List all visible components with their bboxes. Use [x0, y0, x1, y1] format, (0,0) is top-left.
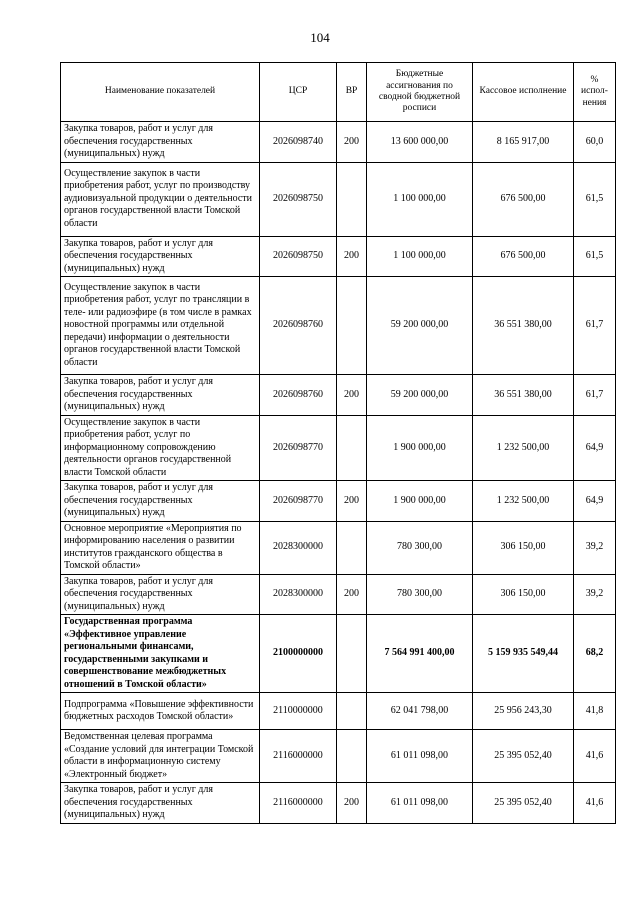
row-cash: 306 150,00: [473, 574, 574, 615]
row-vr: 200: [337, 375, 367, 416]
row-percent: 61,7: [574, 375, 616, 416]
table-row: [61, 277, 616, 375]
table-header-row: [61, 63, 616, 122]
table-row: [61, 481, 616, 522]
row-assigned: 59 200 000,00: [367, 277, 473, 375]
row-csr: 2116000000: [260, 730, 337, 783]
row-percent: 41,6: [574, 730, 616, 783]
row-csr: 2026098770: [260, 415, 337, 481]
header-csr: ЦСР: [260, 63, 337, 122]
row-assigned: 59 200 000,00: [367, 375, 473, 416]
row-csr: 2100000000: [260, 615, 337, 693]
row-cash: 25 395 052,40: [473, 783, 574, 824]
row-cash: 5 159 935 549,44: [473, 615, 574, 693]
table-row: [61, 521, 616, 574]
row-name: Закупка товаров, работ и услуг для обеспечения государственных (муниципальных) нужд: [61, 783, 260, 824]
row-cash: 1 232 500,00: [473, 481, 574, 522]
table-row: [61, 415, 616, 481]
table-row: [61, 375, 616, 416]
row-name: Осуществление закупок в части приобретения работ, услуг по информационному сопровождению деятельности органов государственной власти Томской области: [61, 415, 260, 481]
row-cash: 8 165 917,00: [473, 122, 574, 163]
row-assigned: 1 900 000,00: [367, 415, 473, 481]
row-csr: 2026098740: [260, 122, 337, 163]
row-name: Подпрограмма «Повышение эффективности бюджетных расходов Томской области»: [61, 693, 260, 730]
row-percent: 60,0: [574, 122, 616, 163]
row-assigned: 62 041 798,00: [367, 693, 473, 730]
row-csr: 2116000000: [260, 783, 337, 824]
row-vr: [337, 162, 367, 236]
row-assigned: 780 300,00: [367, 574, 473, 615]
row-name: Закупка товаров, работ и услуг для обеспечения государственных (муниципальных) нужд: [61, 236, 260, 277]
row-assigned: 1 900 000,00: [367, 481, 473, 522]
row-vr: 200: [337, 783, 367, 824]
row-name: Осуществление закупок в части приобретения работ, услуг по трансляции в теле- или радиоэфире (в том числе в рамках новостной программы или отдельной передачи) информации о деятельности органов государственной власти Томской области: [61, 277, 260, 375]
row-csr: 2028300000: [260, 521, 337, 574]
row-cash: 676 500,00: [473, 162, 574, 236]
header-percent: % испол-нения: [574, 63, 616, 122]
row-csr: 2026098750: [260, 236, 337, 277]
table-row: [61, 783, 616, 824]
table-row: [61, 162, 616, 236]
row-cash: 1 232 500,00: [473, 415, 574, 481]
budget-table: [60, 62, 616, 824]
row-cash: 36 551 380,00: [473, 375, 574, 416]
row-csr: 2110000000: [260, 693, 337, 730]
row-name: Ведомственная целевая программа «Создание условий для интеграции Томской области в информационную систему «Электронный бюджет»: [61, 730, 260, 783]
row-vr: [337, 521, 367, 574]
header-vr: ВР: [337, 63, 367, 122]
row-assigned: 780 300,00: [367, 521, 473, 574]
row-name: Закупка товаров, работ и услуг для обеспечения государственных (муниципальных) нужд: [61, 122, 260, 163]
row-percent: 64,9: [574, 415, 616, 481]
row-csr: 2026098770: [260, 481, 337, 522]
row-csr: 2028300000: [260, 574, 337, 615]
row-vr: 200: [337, 122, 367, 163]
row-percent: 41,6: [574, 783, 616, 824]
row-assigned: 1 100 000,00: [367, 236, 473, 277]
row-vr: 200: [337, 481, 367, 522]
row-vr: 200: [337, 574, 367, 615]
row-vr: [337, 415, 367, 481]
row-csr: 2026098760: [260, 277, 337, 375]
row-percent: 39,2: [574, 574, 616, 615]
header-name: Наименование показателей: [61, 63, 260, 122]
row-percent: 64,9: [574, 481, 616, 522]
row-percent: 41,8: [574, 693, 616, 730]
row-cash: 36 551 380,00: [473, 277, 574, 375]
row-percent: 61,5: [574, 162, 616, 236]
row-cash: 306 150,00: [473, 521, 574, 574]
table-row: [61, 236, 616, 277]
table-row: [61, 730, 616, 783]
row-assigned: 7 564 991 400,00: [367, 615, 473, 693]
table-row: [61, 122, 616, 163]
table-row: [61, 615, 616, 693]
header-cash: Кассовое исполнение: [473, 63, 574, 122]
row-percent: 39,2: [574, 521, 616, 574]
row-name: Закупка товаров, работ и услуг для обеспечения государственных (муниципальных) нужд: [61, 574, 260, 615]
table-row: [61, 574, 616, 615]
row-assigned: 13 600 000,00: [367, 122, 473, 163]
row-vr: 200: [337, 236, 367, 277]
row-vr: [337, 277, 367, 375]
row-cash: 676 500,00: [473, 236, 574, 277]
row-csr: 2026098750: [260, 162, 337, 236]
row-assigned: 61 011 098,00: [367, 730, 473, 783]
row-name: Основное мероприятие «Мероприятия по информированию населения о развитии институтов гражданского общества в Томской области»: [61, 521, 260, 574]
row-name: Государственная программа «Эффективное управление региональными финансами, государственными закупками и совершенствование межбюджетных отношений в Томской области»: [61, 615, 260, 693]
row-assigned: 61 011 098,00: [367, 783, 473, 824]
header-assigned: Бюджетные ассигнования по сводной бюджетной росписи: [367, 63, 473, 122]
row-percent: 68,2: [574, 615, 616, 693]
row-name: Закупка товаров, работ и услуг для обеспечения государственных (муниципальных) нужд: [61, 481, 260, 522]
page-number: 104: [310, 30, 330, 45]
row-vr: [337, 693, 367, 730]
row-vr: [337, 615, 367, 693]
row-cash: 25 956 243,30: [473, 693, 574, 730]
row-percent: 61,7: [574, 277, 616, 375]
row-vr: [337, 730, 367, 783]
row-cash: 25 395 052,40: [473, 730, 574, 783]
row-percent: 61,5: [574, 236, 616, 277]
row-assigned: 1 100 000,00: [367, 162, 473, 236]
row-name: Закупка товаров, работ и услуг для обеспечения государственных (муниципальных) нужд: [61, 375, 260, 416]
table-row: [61, 693, 616, 730]
row-name: Осуществление закупок в части приобретения работ, услуг по производству аудиовизуальной продукции о деятельности органов государственной власти Томской области: [61, 162, 260, 236]
row-csr: 2026098760: [260, 375, 337, 416]
